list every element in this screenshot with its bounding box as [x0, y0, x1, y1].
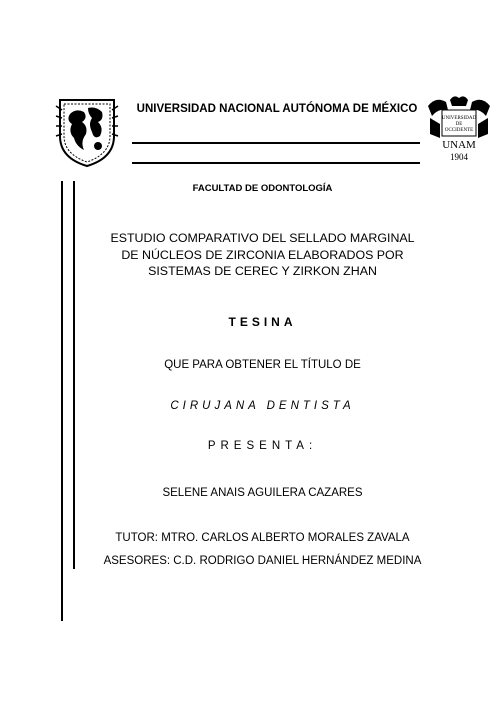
author-name: SELENE ANAIS AGUILERA CAZARES — [162, 487, 363, 499]
thesis-title-line: ESTUDIO COMPARATIVO DEL SELLADO MARGINAL — [110, 231, 415, 245]
document-type: TESINA — [228, 315, 297, 329]
seal-unam-text: UNAM — [442, 139, 476, 151]
unam-eagle-seal-icon — [426, 94, 492, 168]
unam-coat-of-arms-icon — [54, 96, 120, 168]
obtain-title-text: QUE PARA OBTENER EL TÍTULO DE — [164, 359, 361, 371]
thesis-title — [80, 230, 445, 280]
university-name: UNIVERSIDAD NACIONAL AUTÓNOMA DE MÉXICO — [136, 103, 418, 115]
header-rule-top — [132, 142, 420, 144]
thesis-title-line: SISTEMAS DE CEREC Y ZIRKON ZHAN — [148, 264, 377, 278]
header-rule-bottom — [132, 162, 420, 164]
svg-text:OCCIDENTE: OCCIDENTE — [444, 128, 474, 133]
svg-text:UNIVERSIDAD: UNIVERSIDAD — [441, 116, 477, 121]
presents-text: PRESENTA: — [207, 440, 318, 452]
left-margin-bar-outer — [61, 181, 63, 621]
advisors-line: ASESORES: C.D. RODRIGO DANIEL HERNÁNDEZ MEDINA — [103, 555, 422, 567]
seal-year-text: 1904 — [450, 152, 468, 162]
left-margin-bar-inner — [73, 181, 75, 569]
faculty-name: FACULTAD DE ODONTOLOGÍA — [192, 183, 333, 194]
degree-name: CIRUJANA DENTISTA — [170, 400, 355, 412]
svg-text:DE: DE — [455, 122, 463, 127]
thesis-title-line: DE NÚCLEOS DE ZIRCONIA ELABORADOS POR — [121, 247, 404, 262]
tutor-line: TUTOR: MTRO. CARLOS ALBERTO MORALES ZAVALA — [115, 532, 410, 544]
